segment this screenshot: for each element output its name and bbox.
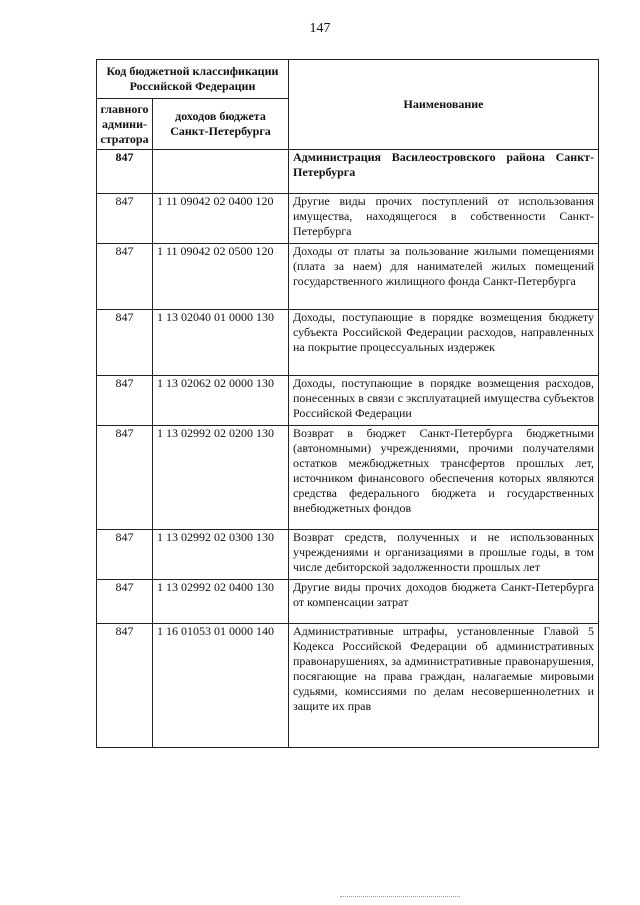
header-name: Наименование [289, 60, 599, 150]
description-cell: Администрация Василеостровского района Санкт-Петербурга [289, 150, 599, 194]
admin-code-cell: 847 [97, 376, 153, 426]
admin-code-cell: 847 [97, 244, 153, 310]
table-row [97, 580, 599, 624]
header-budget-income: доходов бюджета Санкт-Петербурга [153, 99, 289, 150]
income-code-cell: 1 11 09042 02 0500 120 [153, 244, 289, 310]
table-row [97, 530, 599, 580]
admin-code-cell: 847 [97, 150, 153, 194]
income-code-cell: 1 13 02992 02 0400 130 [153, 580, 289, 624]
income-code-cell: 1 13 02062 02 0000 130 [153, 376, 289, 426]
admin-code-cell: 847 [97, 194, 153, 244]
admin-code-cell: 847 [97, 426, 153, 530]
footer-scan-artifact [340, 896, 460, 899]
description-cell: Доходы от платы за пользование жилыми помещениями (плата за наем) для нанимателей жилых помещений государственного жилищного фонда Санкт-Петербурга [289, 244, 599, 310]
income-code-cell: 1 16 01053 01 0000 140 [153, 624, 289, 748]
description-cell: Доходы, поступающие в порядке возмещения бюджету субъекта Российской Федерации расходов, направленных на покрытие процессуальных издержек [289, 310, 599, 376]
admin-code-cell: 847 [97, 624, 153, 748]
page-number: 147 [309, 21, 331, 36]
admin-code-cell: 847 [97, 310, 153, 376]
table-row [97, 426, 599, 530]
table-row [97, 244, 599, 310]
admin-code-cell: 847 [97, 530, 153, 580]
income-code-cell: 1 13 02992 02 0300 130 [153, 530, 289, 580]
header-classification-code: Код бюджетной классификации Российской Федерации [97, 60, 289, 99]
income-code-cell: 1 13 02992 02 0200 130 [153, 426, 289, 530]
description-cell: Другие виды прочих доходов бюджета Санкт-Петербурга от компенсации затрат [289, 580, 599, 624]
header-main-administrator: главного админи-стратора [97, 99, 153, 150]
description-cell: Другие виды прочих поступлений от использования имущества, находящегося в собственности Санкт-Петербурга [289, 194, 599, 244]
table-row [97, 150, 599, 194]
description-cell: Доходы, поступающие в порядке возмещения расходов, понесенных в связи с эксплуатацией имущества субъектов Российской Федерации [289, 376, 599, 426]
table-row [97, 194, 599, 244]
budget-classification-table [96, 59, 599, 748]
table-row [97, 624, 599, 748]
description-cell: Административные штрафы, установленные Главой 5 Кодекса Российской Федерации об административных правонарушениях, за административные правонарушения, посягающие на права граждан, налагаемые мировыми судьями, комиссиями по делам несовершеннолетних и защите их прав [289, 624, 599, 748]
admin-code-cell: 847 [97, 580, 153, 624]
table-row [97, 376, 599, 426]
income-code-cell: 1 11 09042 02 0400 120 [153, 194, 289, 244]
income-code-cell: 1 13 02040 01 0000 130 [153, 310, 289, 376]
description-cell: Возврат средств, полученных и не использованных учреждениями и организациями в прошлые годы, в том числе дебиторской задолженности прошлых лет [289, 530, 599, 580]
description-cell: Возврат в бюджет Санкт-Петербурга бюджетными (автономными) учреждениями, прочими получателями остатков межбюджетных трансфертов прошлых лет, источником финансового обеспечения которых являются средства федерального бюджета и государственных внебюджетных фондов [289, 426, 599, 530]
table-row [97, 310, 599, 376]
income-code-cell [153, 150, 289, 194]
